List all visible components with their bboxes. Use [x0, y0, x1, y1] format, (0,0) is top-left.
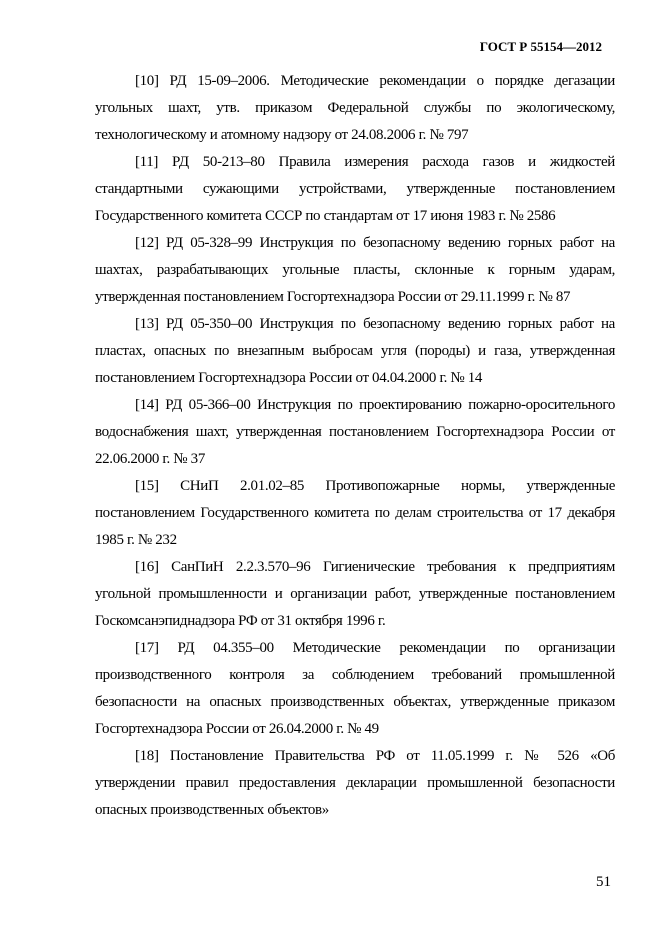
reference-item-12: [12] РД 05-328–99 Инструкция по безопасному ведению горных работ на шахтах, разрабатывающих угольные пласты, склонные к горным ударам, утвержденная постановлением Госгортехнадзора России от 29.11.1999 г. № 87	[95, 235, 615, 305]
reference-item-15: [15] СНиП 2.01.02–85 Противопожарные нормы, утвержденные постановлением Государственного комитета по делам строительства от 17 декабря 1985 г. № 232	[95, 478, 615, 548]
reference-item-13: [13] РД 05-350–00 Инструкция по безопасному ведению горных работ на пластах, опасных по внезапным выбросам угля (породы) и газа, утвержденная постановлением Госгортехнадзора России от 04.04.2000 г. № 14	[95, 316, 615, 386]
reference-item-11: [11] РД 50-213–80 Правила измерения расхода газов и жидкостей стандартными сужающими устройствами, утвержденные постановлением Государственного комитета СССР по стандартам от 17 июня 1983 г. № 2586	[95, 154, 615, 224]
reference-item-14: [14] РД 05-366–00 Инструкция по проектированию пожарно-оросительного водоснабжения шахт, утвержденная постановлением Госгортехнадзора России от 22.06.2000 г. № 37	[95, 397, 615, 467]
reference-item-17: [17] РД 04.355–00 Методические рекомендации по организации производственного контроля за соблюдением требований промышленной безопасности на опасных производственных объектах, утвержденные приказом Госгортехнадзора России от 26.04.2000 г. № 49	[95, 640, 615, 737]
document-code-header: ГОСТ Р 55154—2012	[479, 39, 602, 54]
references-list	[95, 68, 615, 824]
reference-item-16: [16] СанПиН 2.2.3.570–96 Гигиенические требования к предприятиям угольной промышленности и организации работ, утвержденные постановлением Госкомсанэпиднадзора РФ от 31 октября 1996 г.	[95, 559, 615, 629]
page-number: 51	[596, 874, 611, 890]
reference-item-10: [10] РД 15-09–2006. Методические рекомендации о порядке дегазации угольных шахт, утв. приказом Федеральной службы по экологическому, технологическому и атомному надзору от 24.08.2006 г. № 797	[95, 73, 615, 143]
reference-item-18: [18] Постановление Правительства РФ от 11.05.1999 г. № 526 «Об утверждении правил предоставления декларации промышленной безопасности опасных производственных объектов»	[95, 748, 615, 818]
